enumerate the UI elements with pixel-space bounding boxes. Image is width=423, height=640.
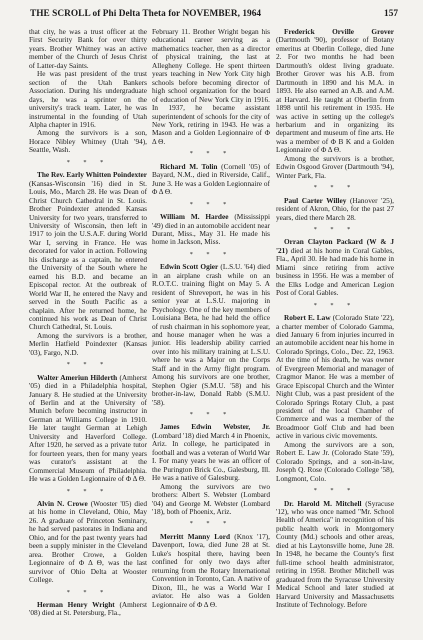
column-left (29, 28, 147, 618)
obituary-name: Dr. Harold M. Mitchell (284, 498, 362, 508)
obituary-name: Orran Clayton Packard (W & J '21) (276, 237, 394, 255)
obituary-name: Robert E. Law (284, 313, 331, 323)
section-separator: * * * (66, 487, 110, 495)
obituary-name: Walter Ameriun Hilderth (37, 372, 118, 382)
paragraph: Among the survivors are a son, Robert E. Law Jr. (Colorado State '59), Colorado Springs, and a son-in-law, Joseph Q. Rose (Colorado College '58), Longmont, Colo. (276, 439, 394, 483)
paragraph: Among the survivors are two brothers: Albert S. Webster (Lombard '04) and George M. Webster (Lombard '18), both of Phoenix, Ariz. (152, 481, 270, 517)
obituary-text: (Lombard '18) died March 4 in Phoenix, Ariz. In college, he participated in football and was a veteran of World War I. For many years he was an officer of the Purington Brick Co., Galesburg, Ill. He was a native of Galesburg. (152, 430, 270, 483)
paragraph: Among the survivors is a son, Horace Nibley Whitney (Utah '94), Seattle, Wash. (29, 128, 147, 155)
obituary-entry (29, 601, 147, 618)
obituary-entry (29, 171, 147, 332)
obituary-entry (152, 533, 270, 609)
paragraph: Among the survivors is a brother, Merlin Hatfield Poindexter (Kansas '03), Fargo, N.D. (29, 330, 147, 357)
section-separator: * * * (313, 225, 357, 233)
obituary-entry (152, 263, 270, 407)
obituary-entry (276, 314, 394, 441)
section-separator: * * * (313, 301, 357, 309)
obituary-name: Herman Henry Wright (37, 600, 115, 609)
column-middle (152, 28, 270, 609)
obituary-text: died at his home in Coral Gables, Fla., April 30. He had made his home in Miami since retiring from active business in 1956. He was a member of the Elks Lodge and American Legion Post of Coral Gables. (276, 245, 395, 298)
paragraph: Among the survivors is a brother, Edwin Osgood Grover (Dartmouth '94), Winter Park, Fla. (276, 153, 394, 180)
section-separator: * * * (66, 588, 110, 596)
obituary-text: (L.S.U. '64) died in an airplane crash while on an R.O.T.C. training flight on May 5. A resident of Shreveport, he was in his senior year at L.S.U. majoring in Psychology. One of the key members of Louisiana Beta, he had held the office of rush chairman in his sophomore year, and house manager when he was a junior. His leadership ability carried over into his military training at L.S.U. where he was a Major on the Corps Staff and in the Army flight program. Among his survivors are one brother, Stephen Ogier (S.M.U. '58) and his brother-in-law, Donald Rabb (S.M.U. '58). (152, 262, 270, 407)
section-separator: * * * (189, 520, 233, 528)
obituary-entry (276, 238, 394, 297)
obituary-text: (Dartmouth '90), professor of Botany emeritus at Oberlin College, died June 2. For two months he had been Dartmouth's oldest living graduate. Brother Grover was his A.B. from Dartmouth in 1890 and his M.A. in 1893. He also earned an A.B. and A.M. at Harvard. He taught at Oberlin from 1898 until his retirement in 1935. He was active in setting up the college's herbarium and in organizing its department and museum of fine arts. He was a member of Φ B K and a Golden Legionnaire of Φ Δ Θ. (276, 35, 394, 155)
section-separator: * * * (189, 200, 233, 208)
obituary-name: The Rev. Early Whitten Poindexter (37, 170, 147, 180)
obituary-entry (152, 423, 270, 482)
section-separator: * * * (189, 411, 233, 419)
obituary-text: (Amherst '05) died in a Philadelphia hospital, January 8. He studied at the University of Berlin and at the University of Munich before becoming instructor in German at Williams College in 1910. He later taught German at Lehigh University and Haverford College. After 1920, he served as a private tutor for fourteen years, then for many years was curator's assistant at the Commercial Museum of Philadelphia. He was a Golden Legionnaire of Φ Δ Θ. (29, 372, 147, 484)
paragraph: February 11. Brother Wright began his educational career serving as a mathematics teacher, then as a director of physical training, the last at Allegheny College. He spent thirteen years teaching in New York City high schools before becoming director of high school organization for the board of education of New York City in 1916. In 1937, he became assistant superintendent of schools for the city of New York, retiring in 1943. He was a Mason and a Golden Legionnaire of Φ Δ Θ. (152, 27, 270, 146)
obituary-text: (Wooster '05) died at his home in Cleveland, Ohio, May 26. A graduate of Princeton Seminary, he had served pastorates in Indiana and Ohio, and for the past twenty years had been a supply minister in the Cleveland area. Brother Crowe, a Golden Legionnaire of Φ Δ Θ, was the last survivor of Ohio Delta at Wooster College. (29, 499, 147, 585)
obituary-entry (29, 500, 147, 585)
obituary-name: Merritt Manny Lord (160, 531, 231, 541)
section-separator: * * * (66, 158, 110, 166)
obituary-name: Alvin N. Crowe (37, 499, 88, 509)
obituary-text: (Cornell '05) of Bayard, N.M., died in Riverside, Calif., June 3. He was a Golden Legionnaire of Φ Δ Θ. (152, 161, 270, 197)
obituary-entry (276, 197, 394, 222)
obituary-text: (Mississippi '49) died in an automobile accident near Durant, Miss., May 31. He made his home in Jackson, Miss. (152, 212, 271, 247)
obituary-text: (Amherst '08) died at St. Petersburg, Fla., (29, 600, 147, 618)
page-header (30, 9, 398, 23)
obituary-name: James Edwin Webster, Jr. (160, 422, 270, 432)
section-separator: * * * (189, 150, 233, 158)
column-right (276, 28, 394, 609)
obituary-text: (Knox '17), Davenport, Iowa, died June 28 at St. Luke's hospital there, having been confined for only two days after returning from the Rotary International Convention in Toronto, Can. A native of Dixon, Ill., he was a World War I aviator. He also was a Golden Legionnaire of Φ Δ Θ. (152, 531, 270, 609)
obituary-name: Paul Carter Willey (284, 195, 347, 205)
obituary-entry (152, 163, 270, 197)
running-title: THE SCROLL of Phi Delta Theta for NOVEMBER, 1964 (30, 9, 262, 19)
obituary-text: (Kansas-Wisconsin '16) died in St. Louis, Mo., March 28. He was Dean of Christ Church Cathedral in St. Louis. Brother Poindexter attended Kansas University for two years, transferred to University of Wisconsin, then left in 1917 to join the U.S.A.F. during World War I, serving in France. He was decorated for valor in action. Following his discharge as a captain, he entered the University of the South where he earned his B.D. and became an Episcopal rector. At the outbreak of World War II, he entered the Navy and served in the South Pacific as a chaplain. After he returned home, he continued his work as Dean of Christ Church Cathedral, St. Louis. (29, 178, 147, 332)
section-separator: * * * (189, 250, 233, 258)
obituary-text: (Syracuse '12), who was once named "Mr. School Health of America" in recognition of his public health work in Montgomery County (Md.) schools and other areas, died at his Laytonsville home, June 28. In 1948, he became the County's first full-time school health administrator, retiring in 1958. Brother Mitchell was graduated from the Syracuse University Medical School and later studied at Harvard University and Massachusetts Institute of Technology. Before (276, 498, 394, 609)
obituary-name: Edwin Scott Ogier (160, 262, 219, 272)
obituary-name: William M. Hardee (160, 212, 229, 222)
page-number: 157 (384, 9, 398, 19)
obituary-text: (Hanover '25), resident of Akron, Ohio, for the past 27 years, died there March 28. (276, 195, 394, 222)
section-separator: * * * (66, 361, 110, 369)
obituary-entry (152, 213, 270, 247)
obituary-entry (29, 374, 147, 484)
section-separator: * * * (313, 184, 357, 192)
section-separator: * * * (313, 487, 357, 495)
obituary-name: Richard M. Tolin (160, 161, 218, 171)
obituary-entry (276, 28, 394, 155)
obituary-text: (Colorado State '22), a charter member of Colorado Gamma, died January 6 from injuries incurred in an automobile accident near his home in Colorado Springs, Colo., Dec. 22, 1963. At the time of his death, he was owner of Evergreen Memorial and manager of Cragmor Manor. He was a member of Grace Episcopal Church and the Winter Night Club, was a past president of the Colorado Springs Rotary Club, a past president of the local Chamber of Commerce and was a member of the Broadmoor Golf Club and had been active in various civic movements. (276, 313, 394, 441)
obituary-entry (276, 500, 394, 610)
paragraph: He was past president of the trust section of the Utah Bankers Association. During his undergraduate days, he was a sprinter on the university's track team. Later, he was instrumental in the founding of Utah Alpha chapter in 1916. (29, 69, 147, 129)
paragraph: that city, he was a trust officer at the First Security Bank for over thirty years. Brother Whitney was an active member of the Church of Jesus Christ of Latter-day Saints. (29, 27, 147, 70)
obituary-name: Frederick Orville Grover (284, 27, 394, 36)
